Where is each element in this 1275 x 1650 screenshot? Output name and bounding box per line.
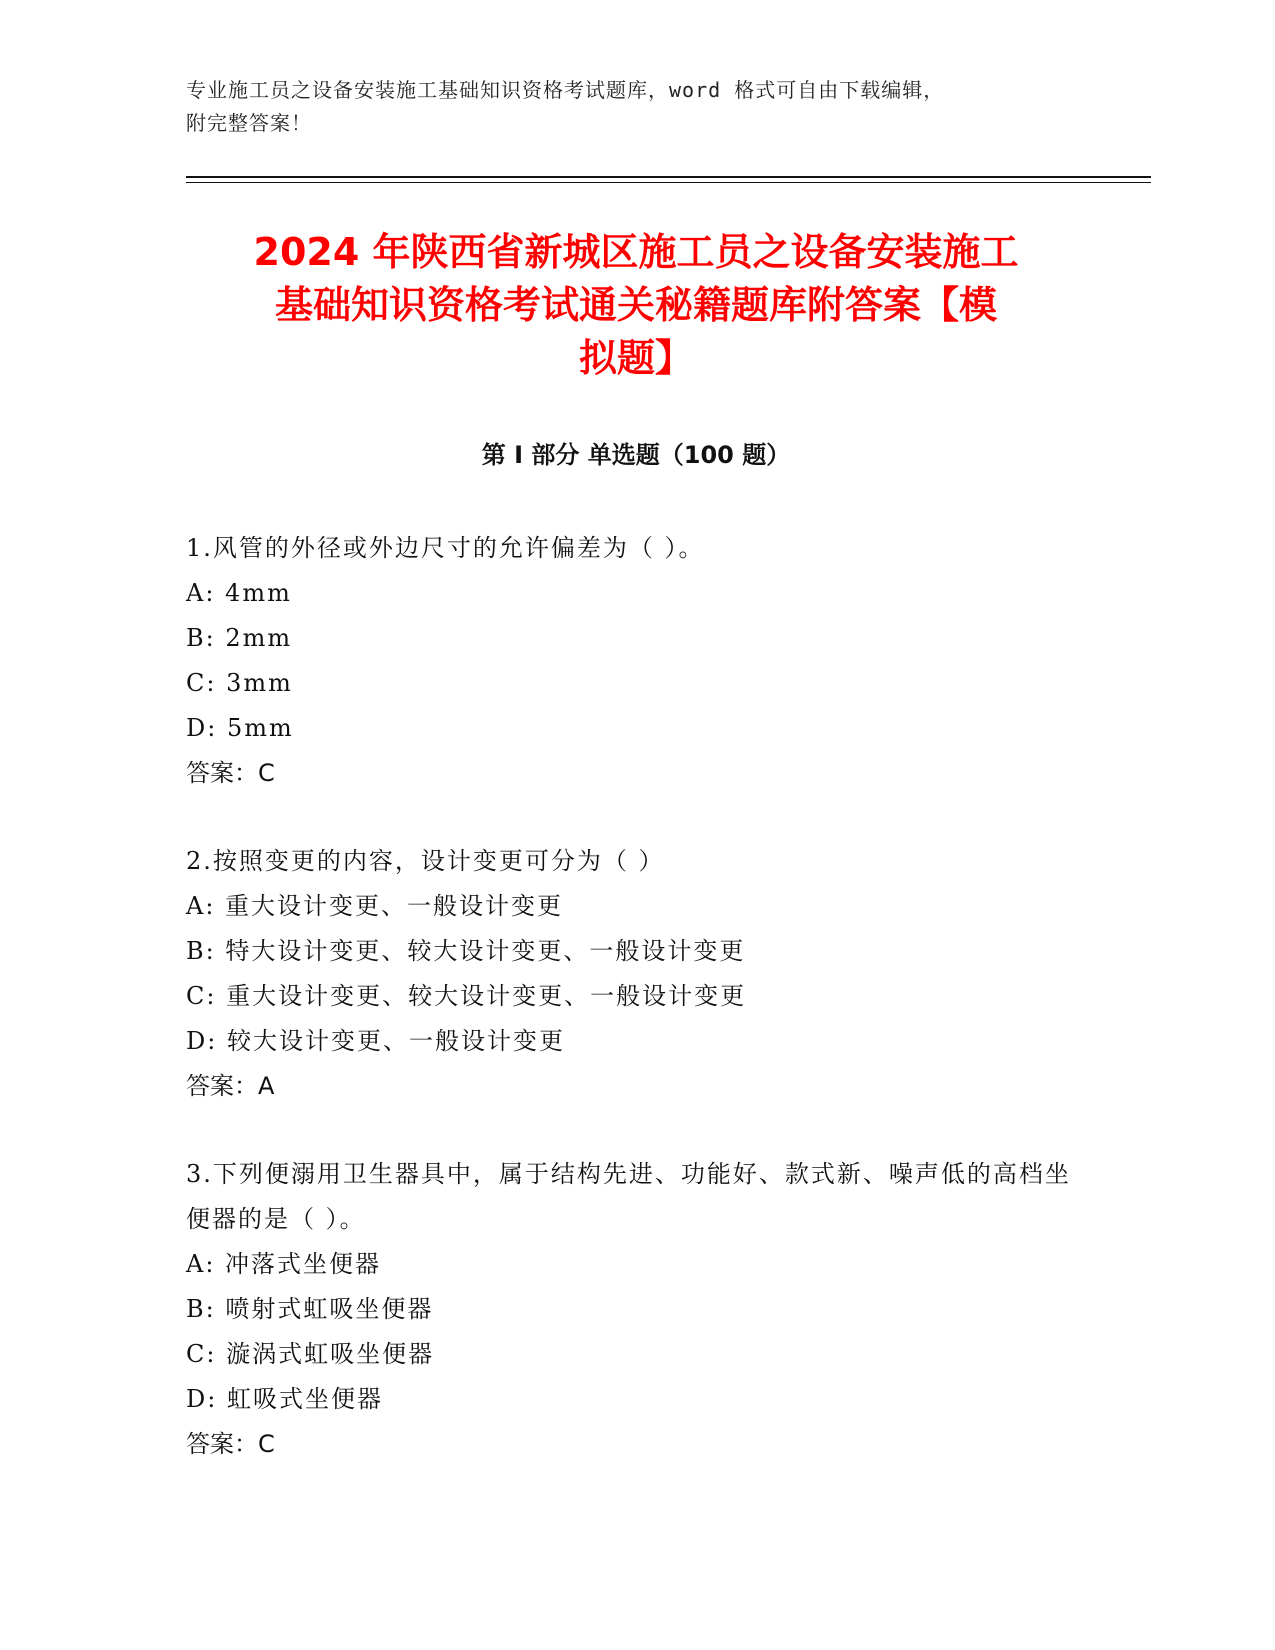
question-1 — [186, 526, 1076, 796]
option-c: C: 重大设计变更、较大设计变更、一般设计变更 — [186, 982, 747, 1010]
answer: 答案：C — [186, 1430, 275, 1458]
header-divider-thin — [186, 182, 1151, 183]
option-d: D: 较大设计变更、一般设计变更 — [186, 1027, 565, 1055]
option-b: B: 特大设计变更、较大设计变更、一般设计变更 — [186, 937, 746, 965]
question-stem: 2.按照变更的内容，设计变更可分为（ ） — [186, 847, 665, 875]
section-heading: 第 I 部分 单选题（100 题） — [481, 441, 791, 469]
option-a: A: 4mm — [186, 579, 292, 607]
option-d: D: 5mm — [186, 714, 294, 742]
question-2 — [186, 839, 1076, 1109]
header-divider-thick — [186, 176, 1151, 178]
document-title-line-3: 拟题】 — [578, 336, 693, 380]
option-b: B: 喷射式虹吸坐便器 — [186, 1295, 434, 1323]
answer: 答案：A — [186, 1072, 275, 1100]
header-note-line-1: 专业施工员之设备安装施工基础知识资格考试题库，word 格式可自由下载编辑， — [186, 78, 945, 102]
question-stem: 3.下列便溺用卫生器具中，属于结构先进、功能好、款式新、噪声低的高档坐便器的是（ ）。 — [186, 1160, 1071, 1233]
option-c: C: 3mm — [186, 669, 293, 697]
option-b: B: 2mm — [186, 624, 293, 652]
question-list — [186, 526, 1076, 1510]
document-title — [186, 226, 1086, 385]
question-3 — [186, 1152, 1076, 1467]
option-d: D: 虹吸式坐便器 — [186, 1385, 383, 1413]
option-c: C: 漩涡式虹吸坐便器 — [186, 1340, 435, 1368]
option-a: A: 重大设计变更、一般设计变更 — [186, 892, 564, 920]
header-note-line-2: 附完整答案！ — [186, 111, 312, 135]
document-title-line-1: 2024 年陕西省新城区施工员之设备安装施工 — [253, 230, 1019, 274]
question-stem: 1.风管的外径或外边尺寸的允许偏差为（ ）。 — [186, 534, 705, 562]
answer: 答案：C — [186, 759, 275, 787]
option-a: A: 冲落式坐便器 — [186, 1250, 382, 1278]
header-note — [186, 74, 1086, 140]
document-title-line-2: 基础知识资格考试通关秘籍题库附答案【模 — [274, 283, 997, 327]
